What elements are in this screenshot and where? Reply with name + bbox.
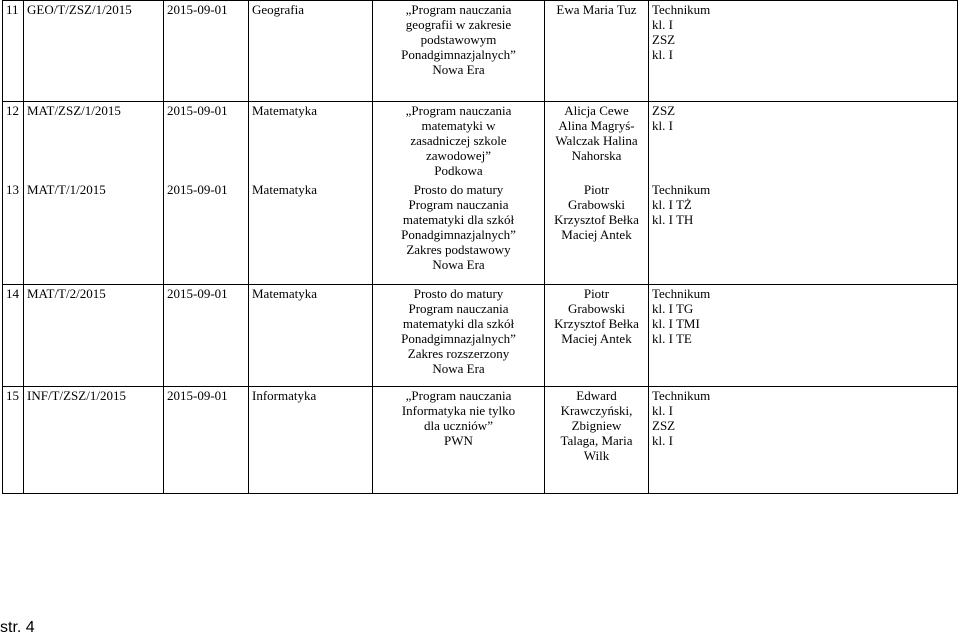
row-number: 13 xyxy=(3,181,24,285)
subject: Informatyka xyxy=(249,387,373,494)
author-line: Alicja Cewe xyxy=(564,103,629,118)
program-line: Program nauczania xyxy=(408,196,509,212)
author-line: Wilk xyxy=(583,448,610,463)
program-code: INF/T/ZSZ/1/2015 xyxy=(24,387,164,494)
class-line: Technikum xyxy=(652,286,711,301)
program-code: MAT/T/2/2015 xyxy=(24,285,164,387)
program-line: Informatyka nie tylko xyxy=(401,403,516,418)
program-line: geografii w zakresie xyxy=(405,17,512,32)
subject: Matematyka xyxy=(249,102,373,181)
program-line: Nowa Era xyxy=(432,256,485,272)
program-line: zasadniczej szkole xyxy=(410,133,507,148)
program-line: matematyki dla szkół xyxy=(402,316,515,331)
class-line: Technikum xyxy=(652,2,711,17)
program-code: MAT/ZSZ/1/2015 xyxy=(24,102,164,181)
table-row xyxy=(3,285,958,387)
authors xyxy=(545,1,649,102)
class-line: kl. I TE xyxy=(652,331,692,346)
program-code: GEO/T/ZSZ/1/2015 xyxy=(24,1,164,102)
class-line: kl. I xyxy=(652,433,673,448)
program-line: „Program nauczania xyxy=(405,388,512,403)
table-row xyxy=(3,181,958,285)
program-code: MAT/T/1/2015 xyxy=(24,181,164,285)
approval-date: 2015-09-01 xyxy=(164,181,249,285)
approval-date: 2015-09-01 xyxy=(164,387,249,494)
program-line: matematyki dla szkół xyxy=(402,211,515,227)
subject: Matematyka xyxy=(249,285,373,387)
program-line: zawodowej” xyxy=(426,148,491,163)
table-row xyxy=(3,102,958,181)
classes xyxy=(649,1,958,102)
program-name xyxy=(373,285,545,387)
class-line: Technikum xyxy=(652,388,711,403)
program-name xyxy=(373,102,545,181)
class-line: kl. I TG xyxy=(652,301,694,316)
class-line: kl. I xyxy=(652,17,673,32)
class-line: kl. I xyxy=(652,47,673,62)
program-line: dla uczniów” xyxy=(424,418,493,433)
row-number: 14 xyxy=(3,285,24,387)
program-line: Ponadgimnazjalnych” xyxy=(401,331,516,346)
program-line: Nowa Era xyxy=(432,361,485,376)
program-name xyxy=(373,387,545,494)
classes xyxy=(649,181,958,285)
program-line: PWN xyxy=(444,433,473,448)
author-line: Nahorska xyxy=(571,148,622,163)
subject: Geografia xyxy=(249,1,373,102)
authors xyxy=(545,102,649,181)
class-line: kl. I TMI xyxy=(652,316,700,331)
author-line: Krzysztof Bełka xyxy=(554,211,639,227)
curriculum-table xyxy=(2,0,958,494)
authors xyxy=(545,387,649,494)
classes xyxy=(649,285,958,387)
row-number: 12 xyxy=(3,102,24,181)
program-name xyxy=(373,181,545,285)
program-line: Zakres rozszerzony xyxy=(407,346,510,361)
program-line: Podkowa xyxy=(434,163,483,178)
row-number: 11 xyxy=(3,1,24,102)
author-line: Grabowski xyxy=(567,196,626,212)
program-line: „Program nauczania xyxy=(405,103,512,118)
program-line: „Program nauczania xyxy=(405,2,512,17)
subject: Matematyka xyxy=(249,181,373,285)
program-name xyxy=(373,1,545,102)
table-row xyxy=(3,1,958,102)
approval-date: 2015-09-01 xyxy=(164,285,249,387)
class-line: ZSZ xyxy=(652,103,676,118)
class-line: kl. I TH xyxy=(652,211,694,227)
author-line: Edward xyxy=(576,388,617,403)
author-line: Maciej Antek xyxy=(561,226,632,242)
classes xyxy=(649,102,958,181)
program-line: Zakres podstawowy xyxy=(406,241,511,257)
program-line: Program nauczania xyxy=(408,301,509,316)
authors xyxy=(545,285,649,387)
author-line: Krawczyński, xyxy=(560,403,633,418)
author-line: Talaga, Maria xyxy=(560,433,633,448)
author-line: Zbigniew xyxy=(571,418,622,433)
author-line: Alina Magryś- xyxy=(558,118,635,133)
author-line: Grabowski xyxy=(567,301,626,316)
row-number: 15 xyxy=(3,387,24,494)
program-line: Prosto do matury xyxy=(413,286,504,301)
author-line: Ewa Maria Tuz xyxy=(556,2,637,17)
program-line: podstawowym xyxy=(420,32,497,47)
author-line: Piotr xyxy=(583,181,610,197)
classes xyxy=(649,387,958,494)
class-line: ZSZ xyxy=(652,32,676,47)
class-line: kl. I TŻ xyxy=(652,196,692,212)
program-line: matematyki w xyxy=(421,118,496,133)
author-line: Walczak Halina xyxy=(555,133,638,148)
program-line: Nowa Era xyxy=(432,62,485,77)
class-line: kl. I xyxy=(652,118,673,133)
program-line: Prosto do matury xyxy=(413,181,504,197)
class-line: ZSZ xyxy=(652,418,676,433)
approval-date: 2015-09-01 xyxy=(164,1,249,102)
class-line: kl. I xyxy=(652,403,673,418)
program-line: Ponadgimnazjalnych” xyxy=(401,226,516,242)
class-line: Technikum xyxy=(652,181,711,197)
author-line: Piotr xyxy=(583,286,610,301)
approval-date: 2015-09-01 xyxy=(164,102,249,181)
program-line: Ponadgimnazjalnych” xyxy=(401,47,516,62)
author-line: Krzysztof Bełka xyxy=(554,316,639,331)
author-line: Maciej Antek xyxy=(561,331,632,346)
authors xyxy=(545,181,649,285)
table-row xyxy=(3,387,958,494)
page-number: str. 4 xyxy=(0,619,35,636)
